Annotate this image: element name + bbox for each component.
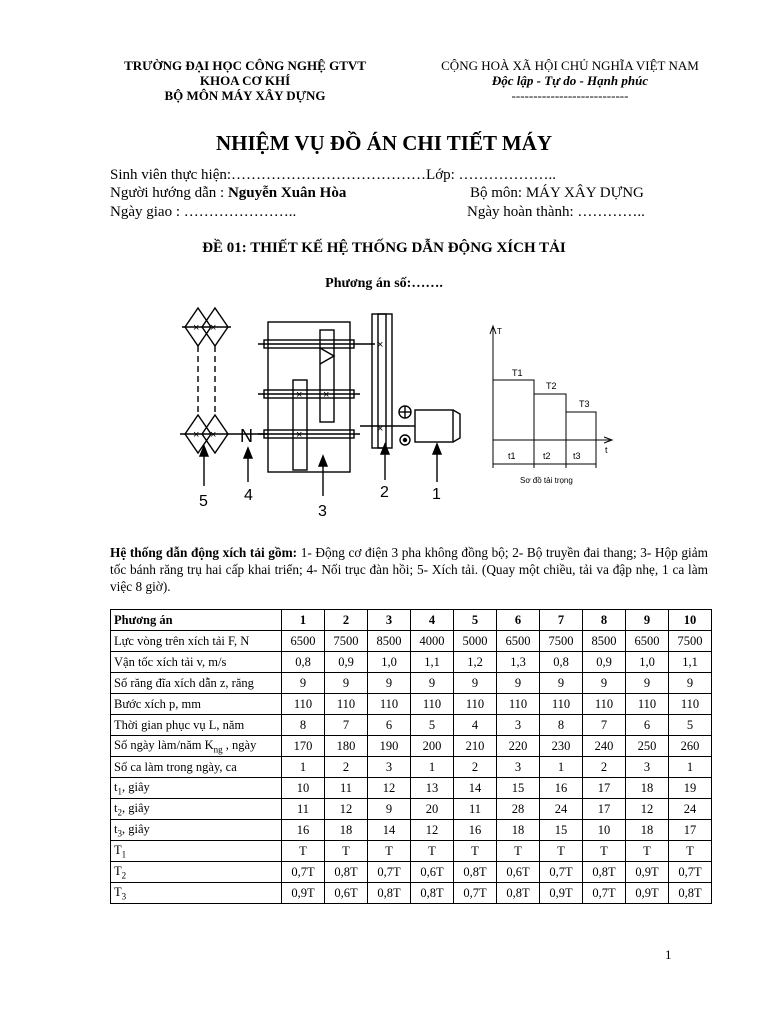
load-diagram [490,326,612,468]
country-name: CỘNG HOÀ XÃ HỘI CHỦ NGHĨA VIỆT NAM [441,58,699,73]
header-cell-label: Phương án [111,610,282,631]
table-cell: T [626,841,669,862]
table-cell: T [497,841,540,862]
table-row [111,736,712,757]
callout-3: 3 [318,503,327,520]
table-cell: 9 [368,799,411,820]
table-cell: 10 [282,778,325,799]
table-row [111,715,712,736]
table-row [111,778,712,799]
table-cell: T [411,841,454,862]
row-label: $t_2$, giây [111,799,282,820]
university-name: TRƯỜNG ĐẠI HỌC CÔNG NGHỆ GTVT [124,58,366,73]
table-cell: 9 [411,673,454,694]
row-label: Lực vòng trên xích tải F, N [111,631,282,652]
table-cell: 12 [325,799,368,820]
table-cell: 12 [368,778,411,799]
load-interval-t2: t2 [543,451,551,461]
header-cell-option: 4 [411,610,454,631]
row-label: $t_1$, giây [111,778,282,799]
table-cell: 7 [325,715,368,736]
table-cell: 0,9T [282,883,325,904]
table-cell: 0,9 [325,652,368,673]
callout-2: 2 [380,484,389,501]
table-cell: 0,6T [497,862,540,883]
chain-conveyor-schematic [180,308,268,453]
table-cell: 6500 [626,631,669,652]
page-number: 1 [665,947,672,962]
table-row [111,631,712,652]
svg-text:×: × [296,389,303,401]
table-header-row [111,610,712,631]
svg-text:×: × [193,322,200,334]
table-cell: 9 [325,673,368,694]
parameter-table [110,609,712,904]
table-cell: 0,8T [497,883,540,904]
table-cell: 5 [669,715,712,736]
table-row [111,757,712,778]
table-cell: 12 [626,799,669,820]
table-cell: 110 [454,694,497,715]
table-cell: 11 [282,799,325,820]
table-cell: 0,8T [411,883,454,904]
header-cell-option: 6 [497,610,540,631]
table-cell: 220 [497,736,540,757]
table-cell: 9 [540,673,583,694]
table-cell: 0,8T [583,862,626,883]
table-cell: 13 [411,778,454,799]
load-level-t3: T3 [579,399,590,409]
table-cell: 0,7T [282,862,325,883]
table-row [111,694,712,715]
table-cell: 4 [454,715,497,736]
table-cell: 240 [583,736,626,757]
drive-system-diagram [160,300,640,522]
belt-drive-schematic [360,314,410,448]
table-cell: 18 [626,820,669,841]
table-cell: 9 [497,673,540,694]
student-line: Sinh viên thực hiện:…………………………………Lớp: ……………….. [110,167,557,183]
table-cell: 110 [282,694,325,715]
table-cell: 9 [282,673,325,694]
date-done-line: Ngày hoàn thành: ………….. [467,204,645,220]
department-name: BỘ MÔN MÁY XÂY DỰNG [164,88,326,103]
table-cell: 0,6T [411,862,454,883]
table-cell: 28 [497,799,540,820]
table-cell: 0,8 [282,652,325,673]
table-cell: T [583,841,626,862]
load-interval-t3: t3 [573,451,581,461]
table-cell: 0,9 [583,652,626,673]
university-header [100,58,390,103]
svg-text:×: × [210,429,217,441]
table-cell: 17 [669,820,712,841]
table-cell: T [282,841,325,862]
table-cell: 9 [583,673,626,694]
row-label: $T_3$ [111,883,282,904]
load-y-axis-label: T [497,327,502,336]
header-cell-option: 5 [454,610,497,631]
description-lead: Hệ thống dẫn động xích tải gồm: [110,545,298,560]
table-cell: 0,7T [368,862,411,883]
table-cell: 18 [325,820,368,841]
svg-text:×: × [193,429,200,441]
table-cell: 1 [282,757,325,778]
svg-text:N: N [240,426,253,446]
table-cell: 0,9T [626,862,669,883]
table-cell: 3 [626,757,669,778]
document-title: NHIỆM VỤ ĐỒ ÁN CHI TIẾT MÁY [215,131,553,155]
table-cell: 1,0 [626,652,669,673]
table-row [111,799,712,820]
svg-text:×: × [210,322,217,334]
row-label: Bước xích p, mm [111,694,282,715]
table-cell: 8 [282,715,325,736]
table-cell: 0,6T [325,883,368,904]
table-cell: 24 [669,799,712,820]
table-cell: 5000 [454,631,497,652]
gearbox-schematic [258,322,375,472]
table-cell: 7500 [540,631,583,652]
table-cell: 250 [626,736,669,757]
table-cell: 10 [583,820,626,841]
table-cell: 0,7T [454,883,497,904]
table-cell: 24 [540,799,583,820]
table-cell: 0,7T [583,883,626,904]
table-cell: 1 [411,757,454,778]
load-interval-t1: t1 [508,451,516,461]
table-cell: 7500 [669,631,712,652]
table-row [111,820,712,841]
table-cell: 6 [626,715,669,736]
table-cell: 260 [669,736,712,757]
table-cell: 5 [411,715,454,736]
faculty-name: KHOA CƠ KHÍ [199,73,291,88]
callout-1: 1 [432,486,441,503]
row-label: Số răng đĩa xích dẫn z, răng [111,673,282,694]
header-cell-option: 10 [669,610,712,631]
header-cell-option: 2 [325,610,368,631]
system-description [110,544,708,595]
table-cell: 6500 [282,631,325,652]
header-cell-option: 8 [583,610,626,631]
header-cell-option: 1 [282,610,325,631]
table-cell: T [325,841,368,862]
table-cell: 1 [669,757,712,778]
advisor-name: Nguyễn Xuân Hòa [227,185,347,201]
header-cell-option: 3 [368,610,411,631]
table-cell: 110 [325,694,368,715]
header-cell-option: 7 [540,610,583,631]
table-cell: 0,8T [368,883,411,904]
table-cell: 170 [282,736,325,757]
table-cell: 0,8T [325,862,368,883]
motto-rule: --------------------------- [511,88,629,103]
header-cell-option: 9 [626,610,669,631]
table-cell: 9 [669,673,712,694]
table-cell: 110 [497,694,540,715]
table-cell: 1,1 [411,652,454,673]
load-level-t2: T2 [546,381,557,391]
table-row [111,652,712,673]
table-cell: 19 [669,778,712,799]
description-body: 1- Động cơ điện 3 pha không đồng bộ; 2- Bộ truyền đai thang; 3- Hộp giảm tốc bánh răng trụ hai cấp khai triển; 4- Nối trục đàn hồi; 5- Xích tải. (Quay một chiều, tải va đập nhẹ, 1 ca làm việc 8 giờ). [110,545,708,594]
table-row [111,841,712,862]
table-cell: T [368,841,411,862]
load-diagram-caption: Sơ đồ tải trọng [520,476,573,485]
table-cell: 0,8T [454,862,497,883]
table-cell: 20 [411,799,454,820]
table-cell: 110 [368,694,411,715]
callout-5: 5 [199,493,208,510]
table-cell: 0,8 [540,652,583,673]
table-cell: T [540,841,583,862]
table-cell: 3 [497,715,540,736]
table-cell: 8500 [583,631,626,652]
table-cell: 16 [282,820,325,841]
table-cell: 200 [411,736,454,757]
callout-4: 4 [244,487,253,504]
table-cell: 0,7T [540,862,583,883]
table-cell: 6500 [497,631,540,652]
table-row [111,883,712,904]
table-cell: 4000 [411,631,454,652]
table-cell: 2 [325,757,368,778]
table-cell: 11 [454,799,497,820]
table-cell: 8500 [368,631,411,652]
table-cell: 2 [454,757,497,778]
national-motto: Độc lập - Tự do - Hạnh phúc [491,73,649,88]
row-label: $T_1$ [111,841,282,862]
table-cell: 9 [454,673,497,694]
table-cell: 7500 [325,631,368,652]
row-label: $T_2$ [111,862,282,883]
table-cell: 230 [540,736,583,757]
table-cell: 1,3 [497,652,540,673]
date-given-line: Ngày giao : ………………….. [110,204,297,220]
department-value: MÁY XÂY DỰNG [525,185,644,201]
table-cell: 14 [454,778,497,799]
svg-text:×: × [377,423,384,435]
table-cell: 110 [626,694,669,715]
table-cell: 3 [497,757,540,778]
row-label: Vận tốc xích tải v, m/s [111,652,282,673]
table-cell: 9 [368,673,411,694]
table-cell: 8 [540,715,583,736]
load-x-axis-label: t [605,445,608,455]
row-label: Thời gian phục vụ L, năm [111,715,282,736]
table-cell: 180 [325,736,368,757]
row-label: Số ca làm trong ngày, ca [111,757,282,778]
table-cell: 110 [411,694,454,715]
assignment-title: ĐỀ 01: THIẾT KẾ HỆ THỐNG DẪN ĐỘNG XÍCH TẢI [202,240,566,256]
table-cell: 18 [497,820,540,841]
svg-text:×: × [323,389,330,401]
advisor-label: Người hướng dẫn : [110,185,228,201]
table-cell: T [454,841,497,862]
svg-text:×: × [377,339,384,351]
row-label: $t_3$, giây [111,820,282,841]
table-cell: 0,7T [669,862,712,883]
table-cell: 17 [583,778,626,799]
table-cell: 11 [325,778,368,799]
load-level-t1: T1 [512,368,523,378]
table-cell: 1 [540,757,583,778]
table-cell: T [669,841,712,862]
table-cell: 6 [368,715,411,736]
table-cell: 210 [454,736,497,757]
svg-text:×: × [296,429,303,441]
table-cell: 3 [368,757,411,778]
option-number: Phương án số:……. [325,276,443,291]
callout-arrows [200,444,441,496]
table-cell: 1,2 [454,652,497,673]
table-cell: 18 [626,778,669,799]
table-row [111,862,712,883]
table-cell: 7 [583,715,626,736]
table-cell: 1,1 [669,652,712,673]
table-cell: 110 [583,694,626,715]
table-cell: 0,9T [626,883,669,904]
table-cell: 2 [583,757,626,778]
table-cell: 12 [411,820,454,841]
table-cell: 15 [540,820,583,841]
table-cell: 16 [540,778,583,799]
table-cell: 0,8T [669,883,712,904]
row-label: Số ngày làm/năm $K_{ng}$ , ngày [111,736,282,757]
table-cell: 1,0 [368,652,411,673]
department-line [470,184,644,202]
table-cell: 14 [368,820,411,841]
advisor-line [110,184,346,202]
national-header [425,58,715,103]
table-cell: 17 [583,799,626,820]
table-cell: 0,9T [540,883,583,904]
table-cell: 16 [454,820,497,841]
table-cell: 110 [540,694,583,715]
department-label: Bộ môn: [470,185,526,201]
table-row [111,673,712,694]
table-cell: 15 [497,778,540,799]
table-cell: 9 [626,673,669,694]
table-cell: 110 [669,694,712,715]
table-cell: 190 [368,736,411,757]
